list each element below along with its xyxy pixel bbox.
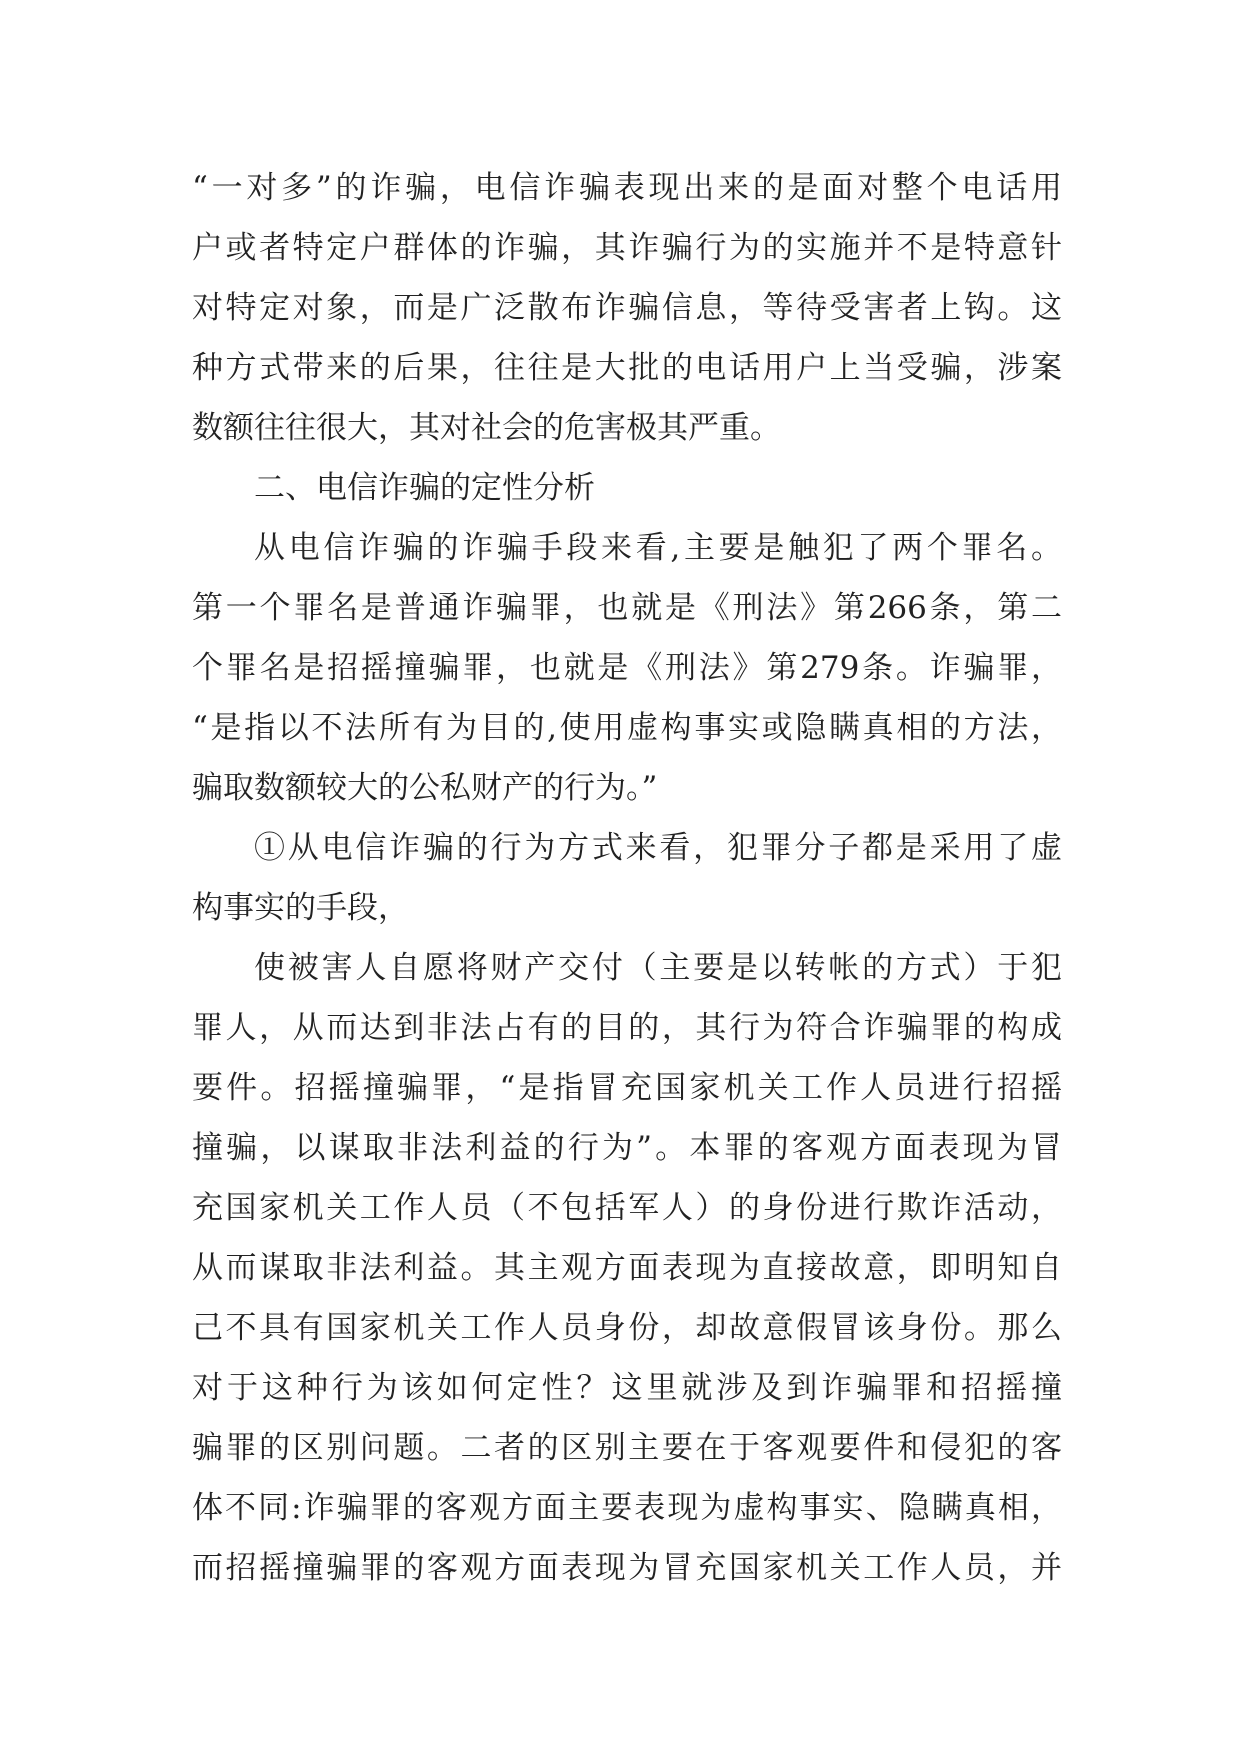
text-line: 充国家机关工作人员（不包括军人）的身份进行欺诈活动， — [192, 1190, 1062, 1226]
text-line: 骗罪的区别问题。二者的区别主要在于客观要件和侵犯的客 — [192, 1430, 1062, 1466]
text-line: “一对多”的诈骗，电信诈骗表现出来的是面对整个电话用 — [192, 170, 1062, 206]
text-line: 构事实的手段， — [192, 890, 409, 926]
text-line: 从电信诈骗的诈骗手段来看,主要是触犯了两个罪名。 — [254, 530, 1062, 566]
text-line: 从而谋取非法利益。其主观方面表现为直接故意，即明知自 — [192, 1250, 1062, 1286]
text-line: 对于这种行为该如何定性？这里就涉及到诈骗罪和招摇撞 — [192, 1370, 1062, 1406]
text-line: 己不具有国家机关工作人员身份，却故意假冒该身份。那么 — [192, 1310, 1062, 1346]
text-line: 撞骗，以谋取非法利益的行为”。本罪的客观方面表现为冒 — [192, 1130, 1062, 1166]
text-line: 体不同:诈骗罪的客观方面主要表现为虚构事实、隐瞒真相， — [192, 1490, 1062, 1526]
text-line: 骗取数额较大的公私财产的行为。” — [192, 770, 658, 806]
text-line: 对特定对象，而是广泛散布诈骗信息，等待受害者上钩。这 — [192, 290, 1062, 326]
text-line: 要件。招摇撞骗罪，“是指冒充国家机关工作人员进行招摇 — [192, 1070, 1062, 1106]
text-line: 使被害人自愿将财产交付（主要是以转帐的方式）于犯 — [254, 950, 1062, 986]
text-line: 而招摇撞骗罪的客观方面表现为冒充国家机关工作人员，并 — [192, 1550, 1062, 1586]
text-line: 种方式带来的后果，往往是大批的电话用户上当受骗，涉案 — [192, 350, 1062, 386]
text-line: 户或者特定户群体的诈骗，其诈骗行为的实施并不是特意针 — [192, 230, 1062, 266]
text-line: 第一个罪名是普通诈骗罪，也就是《刑法》第266条，第二 — [192, 590, 1062, 626]
body-text — [192, 158, 1062, 1598]
text-line: “是指以不法所有为目的,使用虚构事实或隐瞒真相的方法， — [192, 710, 1062, 746]
section-heading: 二、电信诈骗的定性分析 — [254, 470, 595, 506]
text-line: 罪人，从而达到非法占有的目的，其行为符合诈骗罪的构成 — [192, 1010, 1062, 1046]
text-line: ①从电信诈骗的行为方式来看，犯罪分子都是采用了虚 — [254, 830, 1062, 866]
text-line: 数额往往很大，其对社会的危害极其严重。 — [192, 410, 781, 446]
text-line: 个罪名是招摇撞骗罪，也就是《刑法》第279条。诈骗罪， — [192, 650, 1062, 686]
